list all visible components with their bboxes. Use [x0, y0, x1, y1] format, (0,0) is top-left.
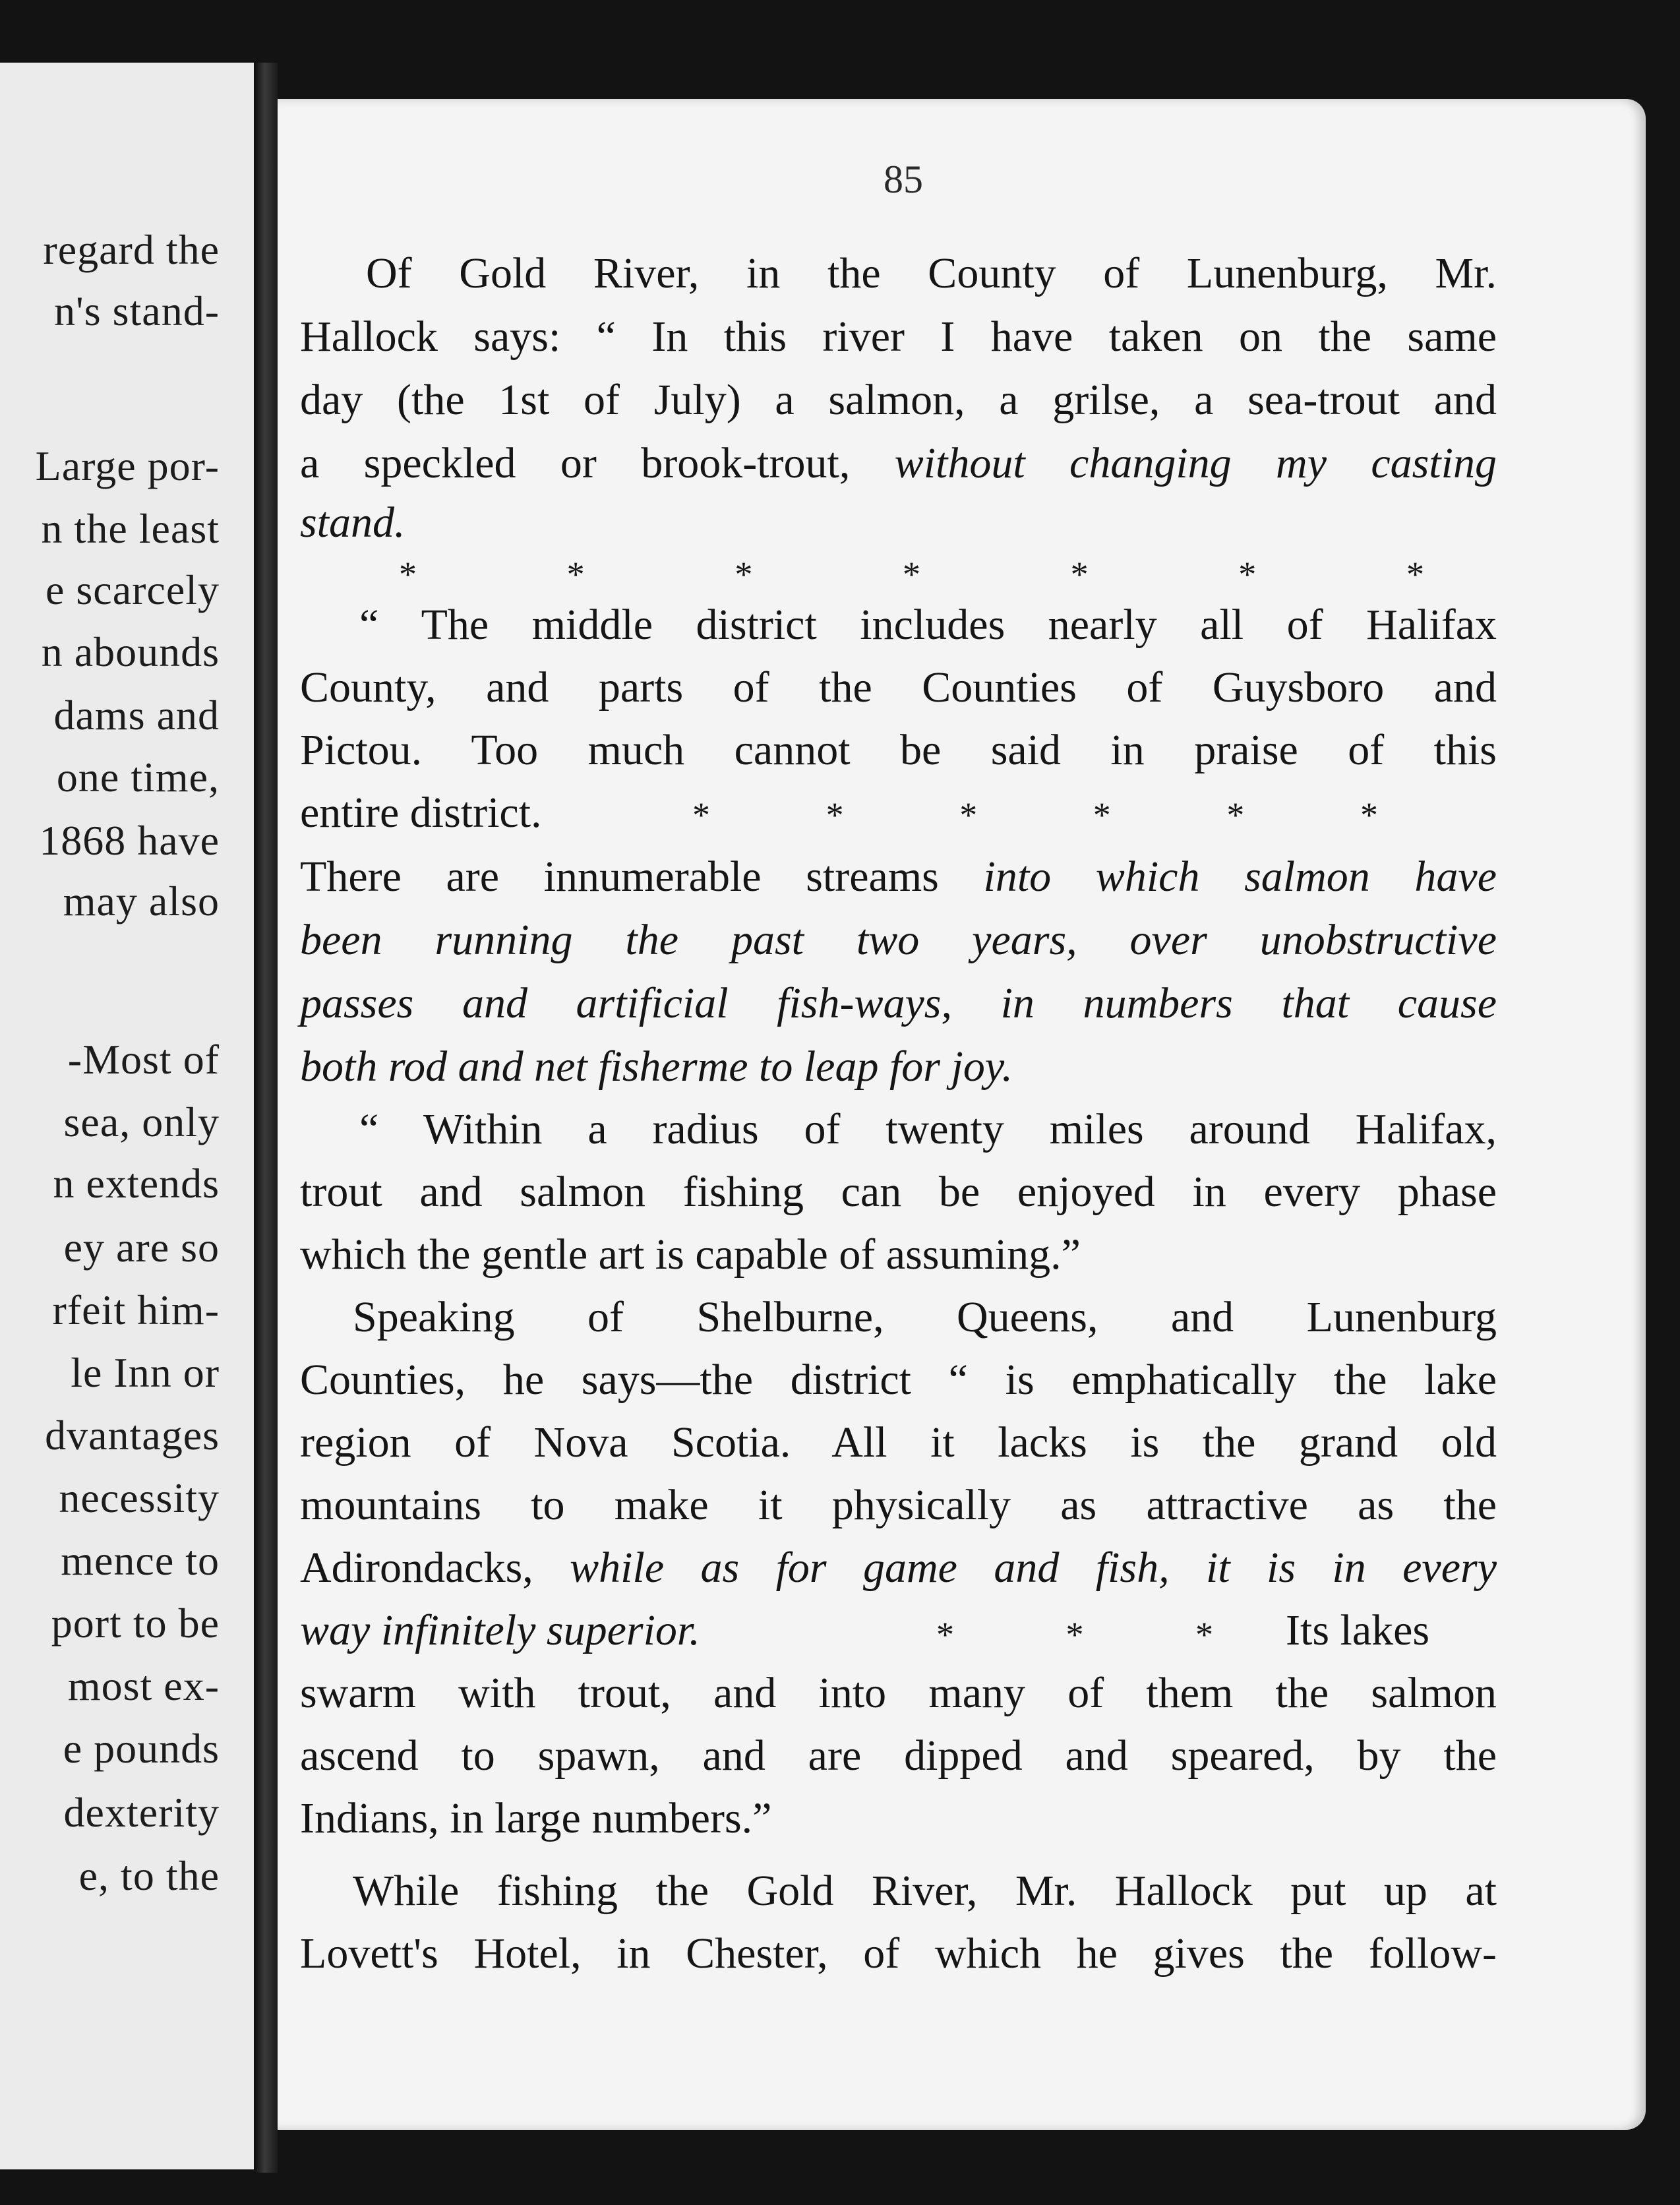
asterisk: *	[1226, 795, 1245, 835]
asterisk: *	[735, 555, 753, 594]
left-text-line: -Most of	[67, 1036, 220, 1083]
text-line: County, and parts of the Counties of Guysboro and	[300, 663, 1497, 711]
text-line: mountains to make it physically as attractive as the	[300, 1481, 1497, 1529]
text-line: swarm with trout, and into many of them the salmon	[300, 1669, 1497, 1717]
left-text-line: regard the	[43, 226, 220, 273]
previous-page-fragment	[0, 63, 254, 2169]
text-line: which the gentle art is capable of assuming.”	[300, 1230, 1081, 1279]
text-line: way infinitely superior.	[300, 1606, 700, 1654]
left-text-line: e scarcely	[45, 566, 220, 613]
text-line: Pictou. Too much cannot be said in praise of this	[300, 726, 1497, 774]
text-run: There are innumerable streams	[300, 853, 984, 901]
text-line: Counties, he says—the district “ is emphatically the lake	[300, 1356, 1497, 1404]
text-line: entire district.	[300, 789, 542, 837]
left-text-line: rfeit him-	[52, 1286, 220, 1333]
text-line: Its lakes	[1286, 1606, 1430, 1654]
left-text-line: 1868 have	[39, 817, 220, 864]
page-number: 85	[884, 158, 923, 201]
text-line: ascend to spawn, and are dipped and speared, by the	[300, 1732, 1497, 1780]
asterisk: *	[936, 1615, 954, 1654]
text-line: Hallock says: “ In this river I have taken on the same	[300, 313, 1497, 361]
italic-run: while as for game and fish, it is in every	[570, 1544, 1497, 1592]
left-text-line: dams and	[53, 692, 220, 739]
asterisk: *	[1406, 555, 1424, 594]
asterisk: *	[959, 795, 978, 835]
left-text-line: mence to	[61, 1537, 220, 1584]
left-text-line: e pounds	[63, 1725, 220, 1772]
text-line: “ Within a radius of twenty miles around Halifax,	[359, 1105, 1497, 1153]
text-line	[300, 439, 1497, 487]
asterisk: *	[825, 795, 844, 835]
text-line: Of Gold River, in the County of Lunenburg, Mr.	[366, 249, 1497, 297]
text-line: passes and artificial fish-ways, in numbers that cause	[300, 979, 1497, 1027]
text-line: Indians, in large numbers.”	[300, 1794, 772, 1842]
left-text-line: Large por-	[35, 442, 220, 489]
left-text-line: most ex-	[67, 1662, 220, 1709]
italic-run: without changing my casting	[894, 439, 1497, 487]
text-line	[300, 1546, 1497, 1590]
left-text-line: n abounds	[41, 628, 220, 675]
book-gutter	[254, 63, 278, 2173]
text-run: a speckled or brook-trout,	[300, 439, 895, 487]
text-line: day (the 1st of July) a salmon, a grilse, a sea-trout and	[300, 376, 1497, 424]
asterisk: *	[1070, 555, 1089, 594]
left-text-line: may also	[63, 878, 220, 924]
asterisk: *	[1093, 795, 1111, 835]
text-line: been running the past two years, over unobstructive	[300, 916, 1497, 964]
asterisk: *	[1238, 555, 1257, 594]
asterisk: *	[1065, 1615, 1084, 1654]
left-text-line: port to be	[51, 1600, 220, 1646]
left-text-line: e, to the	[78, 1852, 220, 1899]
text-line: region of Nova Scotia. All it lacks is the grand old	[300, 1418, 1497, 1466]
text-line	[300, 855, 1497, 899]
left-text-line: ey are so	[63, 1224, 220, 1271]
text-line: stand.	[300, 498, 405, 547]
left-text-line: necessity	[59, 1474, 220, 1521]
asterism-row	[936, 1614, 1213, 1654]
asterisk: *	[566, 555, 585, 594]
asterism-row	[300, 554, 1497, 593]
text-line: Speaking of Shelburne, Queens, and Lunenburg	[353, 1293, 1497, 1341]
left-text-line: n extends	[53, 1160, 220, 1207]
left-text-line: n's stand-	[54, 287, 220, 334]
left-text-line: dvantages	[45, 1412, 220, 1459]
asterisk: *	[1195, 1615, 1213, 1654]
asterisk: *	[1360, 795, 1378, 835]
text-line: both rod and net fisherme to leap for joy.	[300, 1042, 1013, 1091]
italic-run: into which salmon have	[983, 853, 1497, 901]
text-line: trout and salmon fishing can be enjoyed in every phase	[300, 1168, 1497, 1216]
asterism-row	[692, 795, 1378, 834]
text-run: Adirondacks,	[300, 1544, 570, 1592]
left-text-line: n the least	[41, 505, 220, 552]
asterisk: *	[399, 555, 417, 594]
asterisk: *	[902, 555, 920, 594]
text-line: “ The middle district includes nearly all of Halifax	[359, 601, 1497, 649]
asterisk: *	[692, 795, 710, 835]
left-text-line: dexterity	[63, 1789, 220, 1836]
left-text-line: sea, only	[63, 1099, 220, 1145]
left-text-line: one time,	[56, 754, 220, 800]
text-line: While fishing the Gold River, Mr. Hallock put up at	[353, 1867, 1497, 1915]
text-line: Lovett's Hotel, in Chester, of which he gives the follow-	[300, 1929, 1497, 1978]
left-text-line: le Inn or	[71, 1349, 220, 1396]
